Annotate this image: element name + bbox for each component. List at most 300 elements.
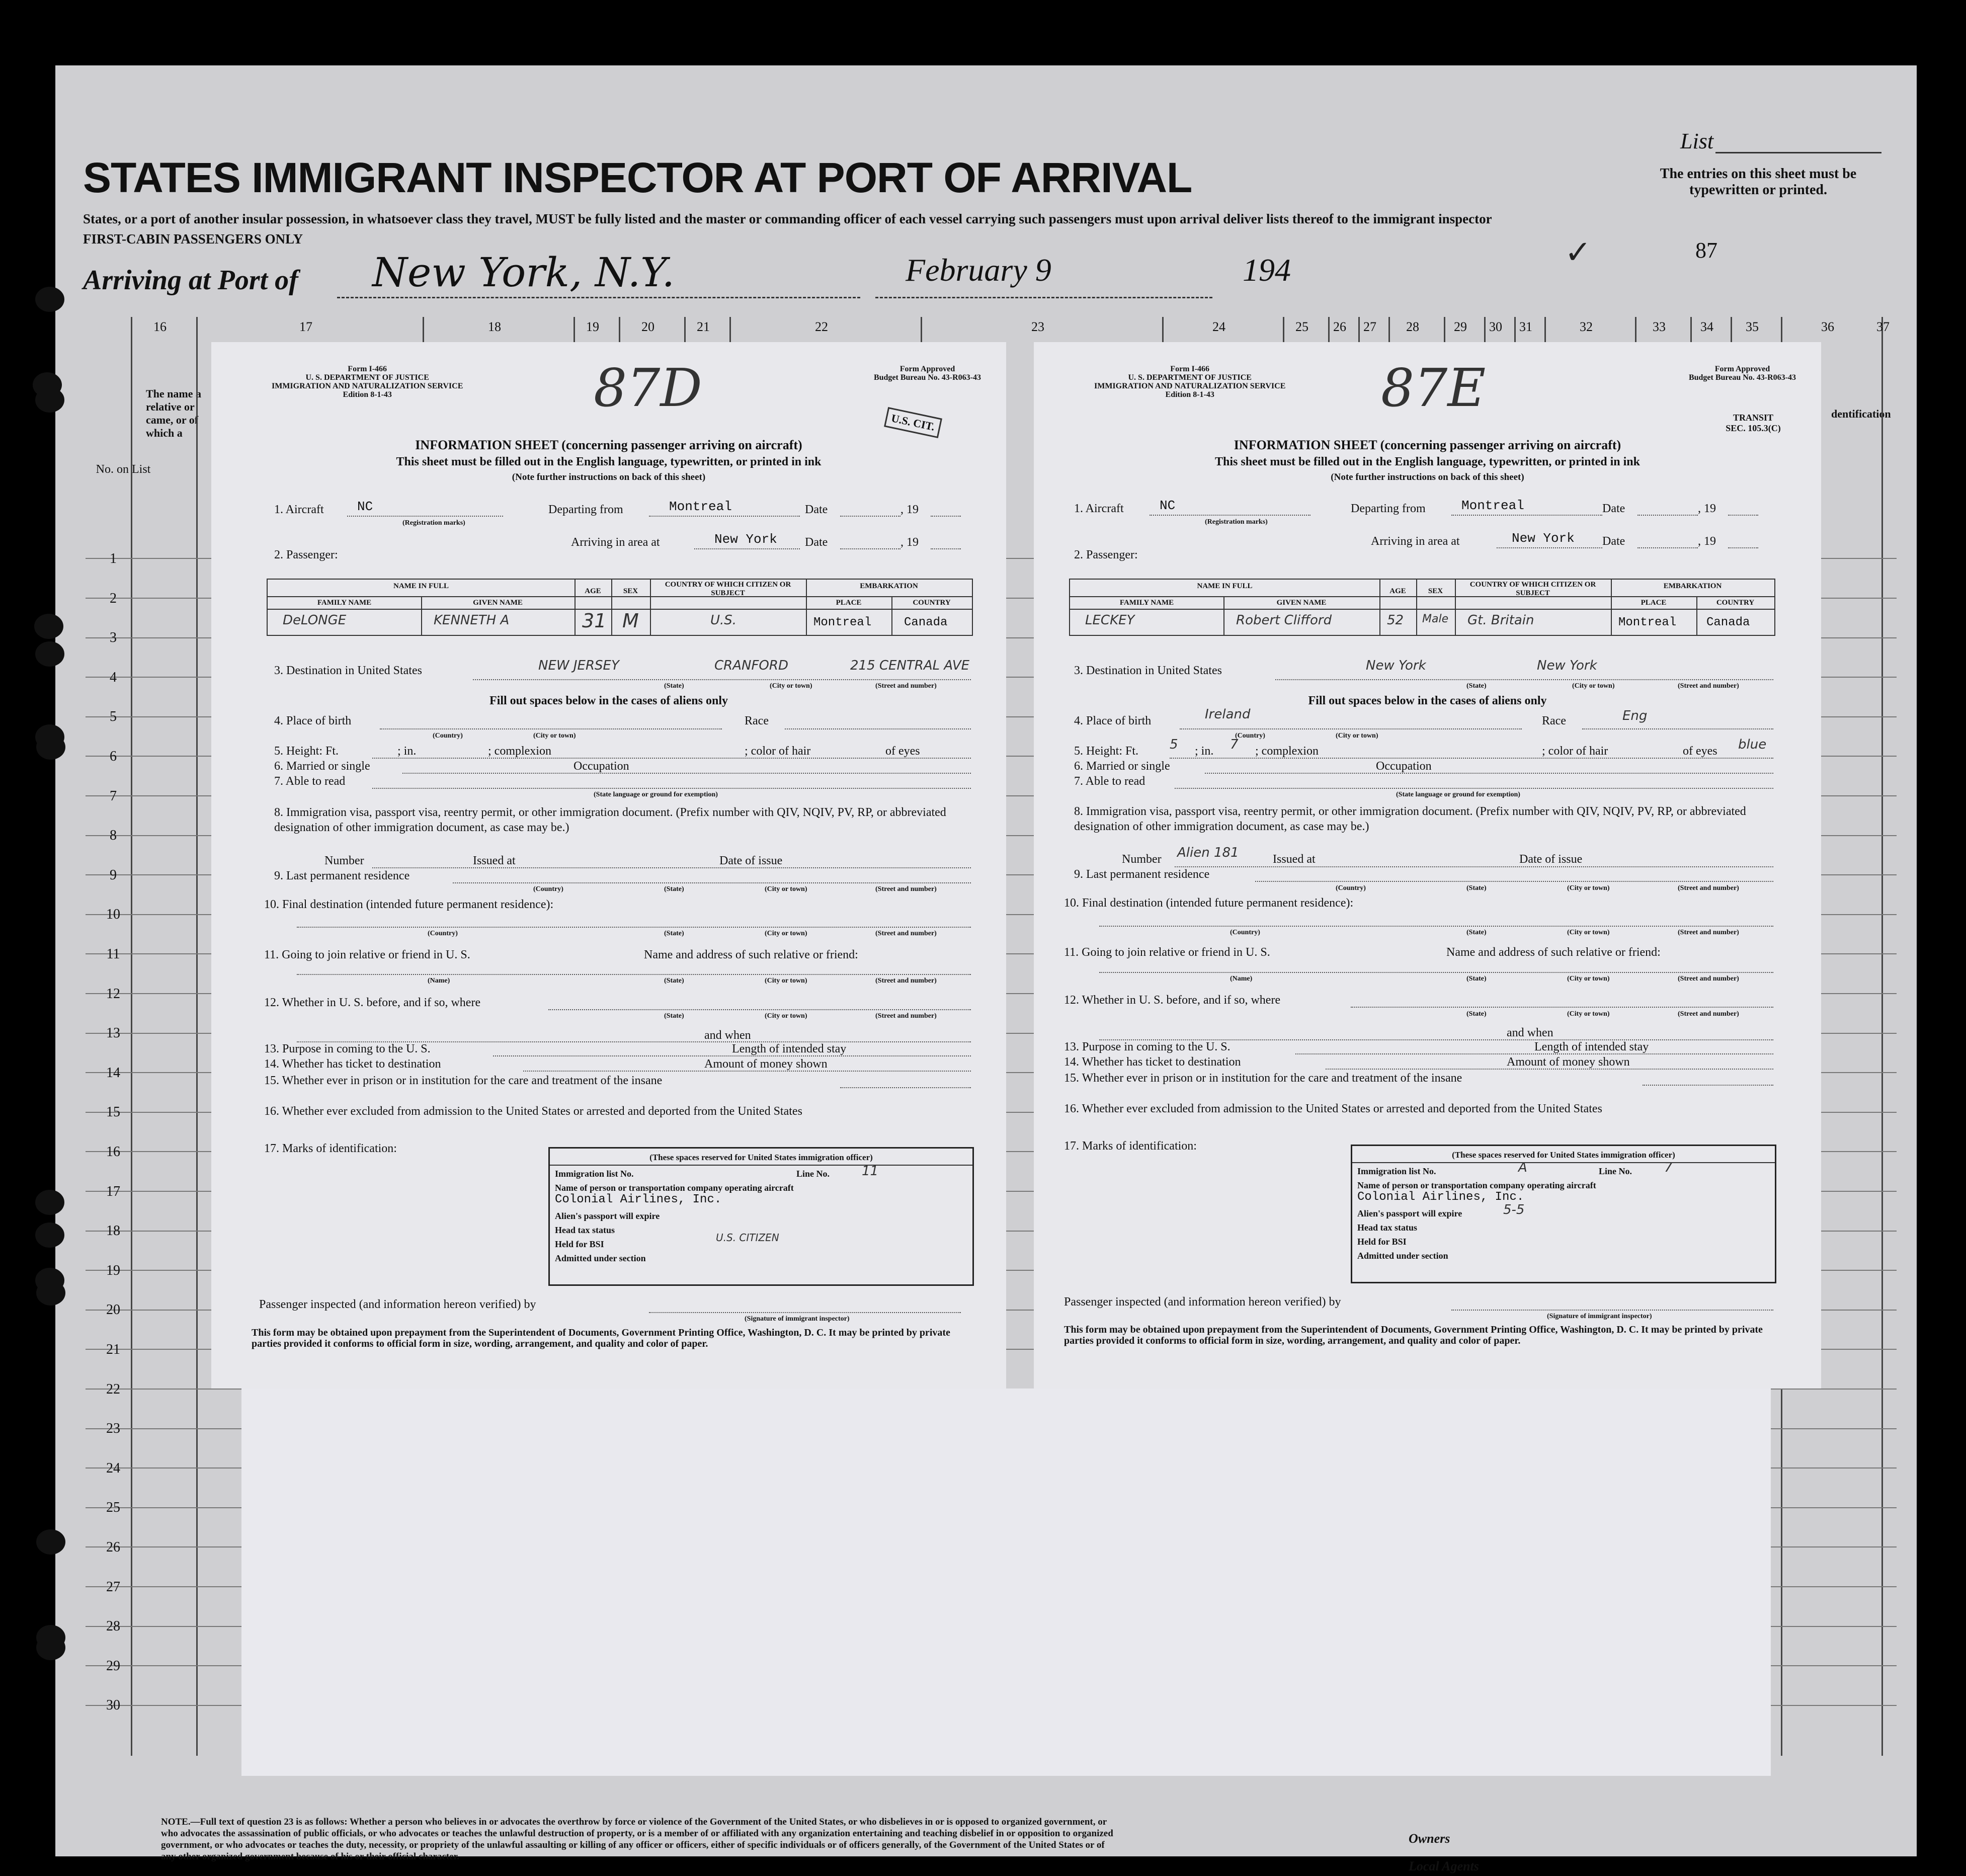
- signature-label: (Signature of immigrant inspector): [1547, 1313, 1652, 1320]
- row-number: 26: [106, 1539, 120, 1555]
- q6-label: 6. Married or single: [274, 760, 370, 773]
- binder-hole-icon: [35, 641, 64, 667]
- check-mark-icon: ✓: [1565, 234, 1592, 270]
- street-sm: (Street and number): [1678, 1010, 1739, 1018]
- column-number: 19: [586, 319, 599, 334]
- row-number: 11: [106, 946, 120, 962]
- date-issue-label: Date of issue: [719, 854, 783, 867]
- age-value: 52: [1387, 613, 1404, 628]
- q10-label: 10. Final destination (intended future permanent residence):: [264, 898, 554, 911]
- underline: [1175, 788, 1773, 789]
- underline: [694, 548, 800, 549]
- citizenship-value: Gt. Britain: [1467, 613, 1534, 628]
- destination-label: 3. Destination in United States: [1074, 664, 1222, 677]
- row-number: 25: [106, 1500, 120, 1516]
- money-label: Amount of money shown: [704, 1057, 828, 1071]
- departing-label: Departing from: [548, 503, 623, 516]
- underline: [297, 927, 971, 928]
- country-header: COUNTRY OF WHICH CITIZEN OR SUBJECT: [1469, 581, 1596, 597]
- row-number: 14: [106, 1065, 120, 1081]
- underline: [931, 516, 961, 517]
- given-name-value: Robert Clifford: [1236, 613, 1332, 628]
- q11-label: 11. Going to join relative or friend in U. S.: [264, 948, 470, 961]
- arriving-label: Arriving in area at: [571, 536, 660, 549]
- list-no-label: Immigration list No.: [555, 1169, 634, 1179]
- height-in-value: 7: [1230, 737, 1239, 752]
- underline: [840, 1087, 971, 1088]
- arriving-value: New York: [1512, 531, 1575, 546]
- column-number: 24: [1212, 319, 1225, 334]
- underline: [840, 516, 900, 517]
- row-number: 15: [106, 1104, 120, 1120]
- country-sm: (Country): [1336, 884, 1366, 892]
- underline: [649, 1312, 961, 1313]
- city-label: (City or town): [770, 682, 812, 690]
- underline: [548, 1009, 971, 1010]
- binder-hole-icon: [36, 1529, 65, 1555]
- row-number: 24: [106, 1460, 120, 1476]
- row-number: 21: [106, 1342, 120, 1357]
- date-value: February 9: [906, 252, 1051, 288]
- aircraft-label: 1. Aircraft: [1074, 502, 1124, 515]
- underline: [1180, 728, 1522, 729]
- hand-number: 87E: [1381, 357, 1486, 419]
- passport-exp-label: Alien's passport will expire: [555, 1211, 660, 1221]
- admitted-label: Admitted under section: [1357, 1251, 1448, 1261]
- column-number: 16: [153, 319, 167, 334]
- q12-label: 12. Whether in U. S. before, and if so, where: [264, 996, 481, 1009]
- city-sm: (City or town): [1567, 884, 1610, 892]
- q15-label: 15. Whether ever in prison or in institution for the care and treatment of the insane: [1064, 1072, 1462, 1085]
- hair-label: ; color of hair: [1542, 745, 1608, 758]
- state-sm: (State): [1466, 929, 1487, 936]
- sex-value: M: [622, 610, 639, 632]
- country2-header: COUNTRY: [913, 599, 951, 607]
- underline: [372, 788, 971, 789]
- underline: [1351, 1007, 1773, 1008]
- underline: [1170, 758, 1773, 759]
- card-footer: This form may be obtained upon prepayment from the Superintendent of Documents, Government Printing Office, Washington, D. C. It may be printed by private parties provided it conforms to official form in size, wording, arrangement, and quality and color of paper.: [1064, 1324, 1763, 1346]
- birth-value: Ireland: [1205, 707, 1251, 722]
- underline: [372, 867, 971, 868]
- card-subtitle: This sheet must be filled out in the English language, typewritten, or printed in ink: [1215, 455, 1640, 468]
- underline: [1150, 515, 1310, 516]
- departing-value: Montreal: [669, 499, 732, 514]
- country-header: COUNTRY OF WHICH CITIZEN OR SUBJECT: [665, 581, 791, 597]
- underline: [1175, 866, 1773, 867]
- grid-column-line: [196, 317, 198, 1756]
- underline: [473, 679, 971, 680]
- citizenship-value: U.S.: [710, 613, 737, 628]
- street-sm: (Street and number): [875, 1012, 937, 1020]
- list-no-label: Immigration list No.: [1357, 1166, 1436, 1176]
- city-sm: (City or town): [765, 977, 807, 985]
- operator-label: Name of person or transportation company operating aircraft: [1357, 1180, 1596, 1190]
- blank-overlay: [241, 1389, 1771, 1776]
- row-number: 20: [106, 1302, 120, 1318]
- q7-label: 7. Able to read: [274, 775, 346, 788]
- column-number: 22: [815, 319, 828, 334]
- name-addr-label: Name and address of such relative or friend:: [1446, 946, 1661, 959]
- state-sm: (State): [664, 977, 684, 985]
- card-title: INFORMATION SHEET (concerning passenger arriving on aircraft): [1234, 438, 1621, 452]
- aliens-only-label: Fill out spaces below in the cases of aliens only: [1308, 694, 1547, 707]
- grid-column-line: [1881, 317, 1883, 1756]
- operator-value: Colonial Airlines, Inc.: [555, 1193, 722, 1206]
- form-header-left: Form I-466 U. S. DEPARTMENT OF JUSTICE IMMIGRATION AND NATURALIZATION SERVICE Edition 8-1-43: [272, 365, 463, 399]
- row-number: 2: [110, 590, 117, 606]
- number-label: Number: [1122, 853, 1162, 866]
- underline: [1451, 1310, 1773, 1311]
- issued-at-label: Issued at: [1273, 853, 1316, 866]
- issued-at-label: Issued at: [473, 854, 516, 867]
- underline: [1255, 881, 1773, 882]
- country-sm: (Country): [428, 930, 458, 937]
- q8-label: 8. Immigration visa, passport visa, reentry permit, or other immigration document. (Prefix number with QIV, NQIV, PV, RP, or abbreviated designation of other immigration document, as case may be.): [1074, 805, 1746, 833]
- row-number: 17: [106, 1183, 120, 1199]
- underline: [1295, 1053, 1773, 1054]
- column-number: 23: [1031, 319, 1044, 334]
- q13-label: 13. Purpose in coming to the U. S.: [1064, 1040, 1231, 1053]
- underline: [785, 728, 971, 729]
- street-label: (Street and number): [875, 682, 937, 690]
- row-number: 28: [106, 1618, 120, 1635]
- reg-marks-label: (Registration marks): [402, 519, 465, 527]
- row-number: 5: [110, 709, 117, 725]
- number-label: Number: [324, 854, 364, 867]
- q9-label: 9. Last permanent residence: [1074, 868, 1210, 881]
- column-number: 20: [641, 319, 654, 334]
- date-label: Date: [805, 503, 828, 516]
- underline: [1643, 1085, 1773, 1086]
- binder-hole-icon: [35, 1190, 64, 1215]
- signature-label: (Signature of immigrant inspector): [745, 1315, 850, 1323]
- q13-label: 13. Purpose in coming to the U. S.: [264, 1042, 431, 1055]
- city-sm: (City or town): [765, 885, 807, 893]
- underline: [1326, 1069, 1773, 1070]
- country-sm: (Country): [533, 885, 563, 893]
- binder-hole-icon: [36, 1280, 65, 1306]
- binder-hole-icon: [36, 1635, 65, 1660]
- underline: [1099, 972, 1773, 973]
- embarkation-header: EMBARKATION: [1663, 582, 1722, 590]
- row-number: 23: [106, 1421, 120, 1437]
- eyes-label: of eyes: [885, 745, 920, 758]
- underline: [1637, 515, 1698, 516]
- q4-label: 4. Place of birth: [274, 714, 352, 727]
- partial-left-text: The name a relative or came, or of which a: [146, 387, 201, 439]
- column-number: 26: [1333, 319, 1346, 334]
- family-name-header: FAMILY NAME: [317, 599, 372, 607]
- owners-label: Owners: [1409, 1831, 1450, 1846]
- column-number: 27: [1363, 319, 1376, 334]
- card-footer: This form may be obtained upon prepayment from the Superintendent of Documents, Government Printing Office, Washington, D. C. It may be printed by private parties provided it conforms to official form in size, wording, arrangement, and quality and color of paper.: [252, 1327, 950, 1349]
- underline: [493, 1055, 971, 1056]
- given-name-header: GIVEN NAME: [473, 599, 523, 607]
- date-label-2: Date: [805, 536, 828, 549]
- destination-label: 3. Destination in United States: [274, 664, 422, 677]
- column-number: 18: [488, 319, 501, 334]
- inspected-label: Passenger inspected (and information hereon verified) by: [1064, 1295, 1341, 1309]
- passport-exp-value: 5-5: [1503, 1202, 1525, 1217]
- q17-label: 17. Marks of identification:: [264, 1142, 397, 1155]
- row-number: 8: [110, 828, 117, 844]
- aircraft-label: 1. Aircraft: [274, 503, 324, 516]
- row-number: 27: [106, 1579, 120, 1595]
- head-tax-label: Head tax status: [1357, 1222, 1418, 1233]
- street-sm: (Street and number): [875, 885, 937, 893]
- officer-box: [1351, 1145, 1776, 1283]
- city-sm: (City or town): [1336, 732, 1378, 740]
- q11-label: 11. Going to join relative or friend in U. S.: [1064, 946, 1270, 959]
- underline: [453, 882, 971, 883]
- street-sm: (Street and number): [875, 977, 937, 985]
- place-value: Montreal: [813, 616, 872, 629]
- year-value: 194: [1243, 252, 1291, 288]
- page-title: STATES IMMIGRANT INSPECTOR AT PORT OF ARRIVAL: [83, 154, 1192, 201]
- country-sm: (Country): [433, 732, 463, 740]
- complexion-label: ; complexion: [1255, 745, 1319, 758]
- list-no-value: A: [1518, 1160, 1527, 1175]
- list-label: List: [1680, 129, 1714, 153]
- column-number: 29: [1454, 319, 1467, 334]
- column-number: 30: [1489, 319, 1502, 334]
- state-sm: (State): [1466, 1010, 1487, 1018]
- underline: [931, 548, 961, 549]
- name-sm: (Name): [428, 977, 450, 985]
- dest-city-value: CRANFORD: [714, 658, 788, 673]
- sex-header: SEX: [623, 587, 638, 595]
- arriving-label: Arriving in area at: [1371, 535, 1460, 548]
- underline: [840, 548, 900, 549]
- aliens-only-label: Fill out spaces below in the cases of aliens only: [489, 694, 728, 707]
- card-title: INFORMATION SHEET (concerning passenger arriving on aircraft): [415, 438, 802, 452]
- row-number: 4: [110, 669, 117, 685]
- given-name-header: GIVEN NAME: [1276, 599, 1327, 607]
- place-header: PLACE: [836, 599, 862, 607]
- column-number: 33: [1653, 319, 1666, 334]
- row-number: 7: [110, 788, 117, 804]
- name-addr-label: Name and address of such relative or friend:: [644, 948, 858, 961]
- underline: [1099, 926, 1773, 927]
- line-no-value: 7: [1664, 1160, 1673, 1175]
- age-header: AGE: [585, 587, 601, 595]
- age-value: 31: [582, 610, 607, 632]
- row-number: 12: [106, 986, 120, 1002]
- eyes-value: blue: [1738, 737, 1767, 752]
- family-name-value: DeLONGE: [283, 613, 347, 628]
- column-number: 36: [1821, 319, 1834, 334]
- citizen-stamp: U.S. CIT.: [884, 407, 942, 438]
- column-number: 37: [1876, 319, 1890, 334]
- row-number: 22: [106, 1381, 120, 1397]
- q14-label: 14. Whether has ticket to destination: [264, 1057, 441, 1071]
- q5-label: 5. Height: Ft.: [274, 745, 339, 758]
- column-number: 34: [1700, 319, 1713, 334]
- q17-label: 17. Marks of identification:: [1064, 1139, 1197, 1153]
- held-bsi-label: Held for BSI: [1357, 1237, 1407, 1247]
- length-label: Length of intended stay: [1534, 1040, 1649, 1053]
- transit-stamp: TRANSIT SEC. 105.3(C): [1726, 413, 1781, 433]
- city-sm: (City or town): [765, 1012, 807, 1020]
- row-number: 18: [106, 1223, 120, 1239]
- row-number: 16: [106, 1144, 120, 1160]
- reg-marks-label: (Registration marks): [1205, 518, 1268, 526]
- passenger-table: [267, 579, 973, 636]
- row-number: 29: [106, 1658, 120, 1674]
- hand-number: 87D: [594, 357, 702, 419]
- underline: [1275, 679, 1773, 680]
- name-in-full-header: NAME IN FULL: [1197, 582, 1253, 590]
- card-subtitle: This sheet must be filled out in the English language, typewritten, or printed in ink: [396, 455, 822, 468]
- dest-city-value: New York: [1537, 658, 1597, 673]
- and-when-label: and when: [1507, 1026, 1553, 1039]
- first-cabin-label: FIRST-CABIN PASSENGERS ONLY: [83, 231, 303, 247]
- form-header-right: Form Approved Budget Bureau No. 43-R063-43: [873, 365, 981, 382]
- footnote-text: NOTE.—Full text of question 23 is as follows: Whether a person who believes in or advocates the overthrow by force or violence of the Government of the United States, or who disbelieves in or is opposed to organized government, or who advocates the assassination of public officials, or who advocates or teaches the unlawful destruction of property, or is a member of or affiliated with any organization entertaining and teaching disbelief in or opposition to organized government, or who advocates or teaches the duty, necessity, or propriety of the unlawful assaulting or killing of any officer or officers, either of specific individuals or of officers generally, of the Government of the United States or of any other organized government because of his or their official character.: [161, 1817, 1113, 1862]
- place-value: Montreal: [1618, 616, 1677, 629]
- row-number: 6: [110, 749, 117, 764]
- row-number: 3: [110, 630, 117, 646]
- underline: [380, 728, 722, 729]
- departing-label: Departing from: [1351, 502, 1426, 515]
- underline: [1582, 728, 1773, 729]
- state-label: (State): [664, 682, 684, 690]
- date-label-2: Date: [1602, 535, 1625, 548]
- operator-label: Name of person or transportation company operating aircraft: [555, 1183, 794, 1193]
- city-label: (City or town): [1572, 682, 1615, 690]
- state-sm: (State): [664, 1012, 684, 1020]
- column-number: 31: [1519, 319, 1532, 334]
- q16-label: 16. Whether ever excluded from admission to the United States or arrested and deported from the United States: [1064, 1102, 1602, 1115]
- street-label: (Street and number): [1678, 682, 1739, 690]
- state-sm: (State): [1466, 884, 1487, 892]
- q16-label: 16. Whether ever excluded from admission to the United States or arrested and deported from the United States: [264, 1105, 802, 1118]
- row-number: 13: [106, 1025, 120, 1041]
- street-sm: (Street and number): [1678, 975, 1739, 983]
- q7-label: 7. Able to read: [1074, 775, 1145, 788]
- occupation-label: Occupation: [574, 760, 629, 773]
- row-number: 1: [110, 551, 117, 566]
- info-sheet-left: [211, 342, 1006, 1389]
- held-bsi-value: U.S. CITIZEN: [716, 1232, 779, 1244]
- passenger-label: 2. Passenger:: [1074, 548, 1138, 561]
- embarkation-header: EMBARKATION: [860, 582, 918, 590]
- reserved-label: (These spaces reserved for United States immigration officer): [1452, 1150, 1675, 1160]
- form-header-right: Form Approved Budget Bureau No. 43-R063-43: [1688, 365, 1796, 382]
- underline: [1497, 547, 1602, 548]
- dest-state-value: New York: [1366, 658, 1426, 673]
- length-label: Length of intended stay: [732, 1042, 847, 1055]
- column-number: 21: [697, 319, 710, 334]
- state-lang-label: (State language or ground for exemption): [594, 791, 718, 798]
- city-sm: (City or town): [533, 732, 576, 740]
- reserved-label: (These spaces reserved for United States immigration officer): [649, 1153, 873, 1162]
- underline: [297, 974, 971, 975]
- line-no-label: Line No.: [796, 1169, 830, 1179]
- q9-label: 9. Last permanent residence: [274, 869, 410, 882]
- departing-value: Montreal: [1461, 498, 1524, 513]
- state-label: (State): [1466, 682, 1487, 690]
- binder-hole-icon: [35, 287, 64, 312]
- underline: [523, 1071, 971, 1072]
- admitted-label: Admitted under section: [555, 1253, 646, 1263]
- year-label: , 19: [900, 503, 919, 516]
- line-no-value: 11: [862, 1164, 879, 1179]
- row-number: 10: [106, 907, 120, 923]
- column-number: 28: [1406, 319, 1419, 334]
- row-number: 30: [106, 1697, 120, 1714]
- country-value: Canada: [1706, 616, 1750, 629]
- no-on-list-label: No. on List: [96, 463, 151, 476]
- row-number: 9: [110, 867, 117, 883]
- dest-state-value: NEW JERSEY: [538, 658, 619, 673]
- underline: [1205, 773, 1773, 774]
- country2-header: COUNTRY: [1716, 599, 1755, 607]
- row-number: 19: [106, 1262, 120, 1278]
- form-header-left: Form I-466 U. S. DEPARTMENT OF JUSTICE IMMIGRATION AND NATURALIZATION SERVICE Edition 8-1-43: [1094, 365, 1286, 399]
- underline: [1637, 547, 1698, 548]
- city-sm: (City or town): [1567, 975, 1610, 983]
- q5-label: 5. Height: Ft.: [1074, 745, 1139, 758]
- local-agents-label: Local Agents: [1409, 1859, 1479, 1873]
- family-name-value: LECKEY: [1085, 613, 1135, 628]
- arriving-label: Arriving at Port of: [83, 265, 298, 296]
- city-sm: (City or town): [765, 930, 807, 937]
- q10-label: 10. Final destination (intended future permanent residence):: [1064, 896, 1354, 910]
- port-value: New York, N.Y.: [372, 249, 675, 296]
- q8-label: 8. Immigration visa, passport visa, reentry permit, or other immigration document. (Prefix number with QIV, NQIV, PV, RP, or abbreviated designation of other immigration document, as case may be.): [274, 806, 946, 834]
- year-label-2: , 19: [900, 536, 919, 549]
- underline: [1728, 547, 1758, 548]
- complexion-label: ; complexion: [488, 745, 551, 758]
- passenger-label: 2. Passenger:: [274, 548, 338, 561]
- race-label: Race: [1542, 714, 1566, 727]
- number-value: Alien 181: [1177, 845, 1239, 860]
- passenger-table: [1069, 579, 1775, 636]
- state-sm: (State): [664, 885, 684, 893]
- binder-hole-icon: [36, 735, 65, 760]
- q14-label: 14. Whether has ticket to destination: [1064, 1055, 1241, 1069]
- officer-box: [548, 1147, 974, 1286]
- aircraft-value: NC: [1160, 498, 1176, 513]
- underline: [1728, 515, 1758, 516]
- age-header: AGE: [1389, 587, 1406, 595]
- inspected-label: Passenger inspected (and information hereon verified) by: [259, 1298, 536, 1311]
- country-value: Canada: [904, 616, 948, 629]
- port-underline: [337, 297, 860, 298]
- in-label: ; in.: [397, 745, 417, 758]
- height-ft-value: 5: [1170, 737, 1178, 752]
- passport-exp-label: Alien's passport will expire: [1357, 1208, 1462, 1218]
- date-issue-label: Date of issue: [1519, 853, 1583, 866]
- line-no-label: Line No.: [1599, 1166, 1632, 1176]
- dest-street-value: 215 CENTRAL AVE: [850, 658, 970, 673]
- underline: [402, 773, 971, 774]
- manifest-subtext: States, or a port of another insular possession, in whatsoever class they travel, MUST be fully listed and the master or commanding officer of each vessel carrying such passengers must upon arrival deliver lists thereof to the immigrant inspector: [83, 211, 1492, 226]
- page-number: 87: [1695, 238, 1717, 263]
- held-bsi-label: Held for BSI: [555, 1239, 604, 1249]
- city-sm: (City or town): [1567, 929, 1610, 936]
- column-number: 17: [299, 319, 312, 334]
- underline: [372, 758, 971, 759]
- street-sm: (Street and number): [875, 930, 937, 937]
- year-label-2: , 19: [1698, 535, 1716, 548]
- operator-value: Colonial Airlines, Inc.: [1357, 1190, 1524, 1204]
- given-name-value: KENNETH A: [434, 613, 510, 628]
- and-when-label: and when: [704, 1029, 751, 1042]
- underline: [1451, 515, 1602, 516]
